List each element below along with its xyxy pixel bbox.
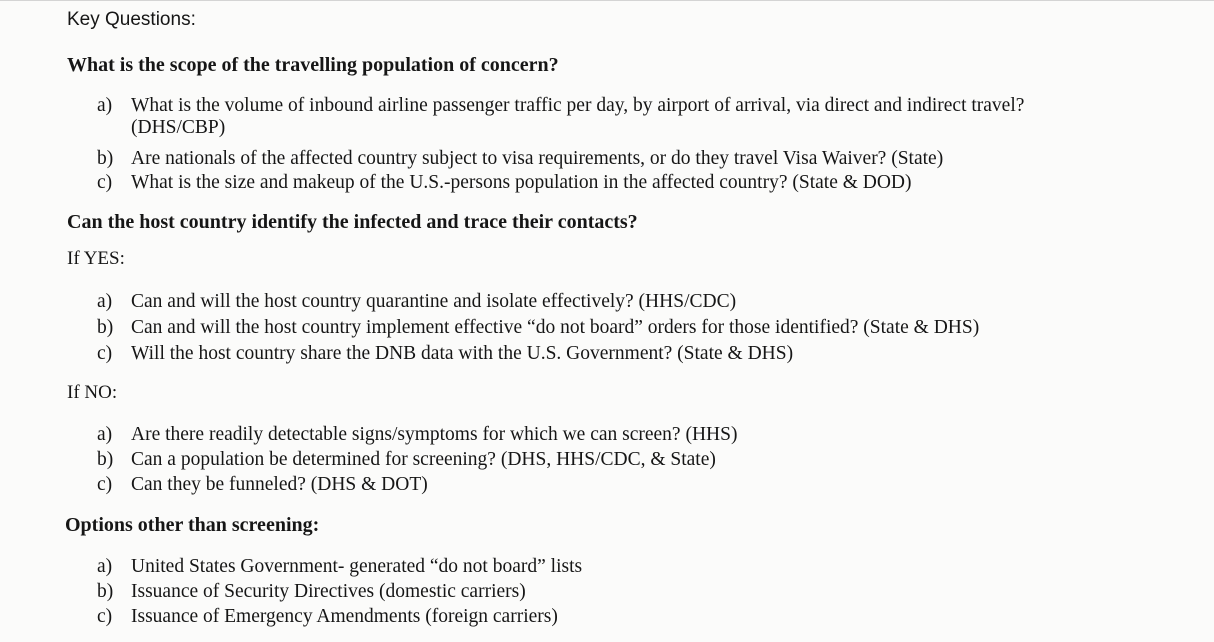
list-item-text: Can and will the host country quarantine and isolate effectively? (HHS/CDC) xyxy=(131,291,737,312)
list-item-text: What is the volume of inbound airline passenger traffic per day, by airport of arrival, via direct and indirect travel? xyxy=(131,95,1025,116)
list-item xyxy=(97,95,1197,139)
list-marker: c) xyxy=(97,172,113,193)
list-marker: a) xyxy=(97,291,113,312)
list-item-text: Will the host country share the DNB data with the U.S. Government? (State & DHS) xyxy=(131,343,794,364)
list-item-text: Can and will the host country implement effective “do not board” orders for those identified? (State & DHS) xyxy=(131,317,980,338)
list-item xyxy=(97,474,428,496)
key-questions-label: Key Questions: xyxy=(67,9,196,30)
section-heading-host-country: Can the host country identify the infected and trace their contacts? xyxy=(67,211,638,233)
list-item xyxy=(97,581,526,603)
section-heading-scope: What is the scope of the travelling population of concern? xyxy=(67,54,559,76)
list-item xyxy=(97,172,912,194)
list-item xyxy=(97,148,943,170)
list-marker: a) xyxy=(97,95,113,116)
list-item xyxy=(97,449,716,471)
list-marker: a) xyxy=(97,556,113,577)
list-item xyxy=(97,606,558,628)
list-marker: a) xyxy=(97,424,113,445)
list-item-text: Are there readily detectable signs/symptoms for which we can screen? (HHS) xyxy=(131,424,738,445)
if-yes-label: If YES: xyxy=(67,248,125,269)
list-item-text: Can a population be determined for screening? (DHS, HHS/CDC, & State) xyxy=(131,449,716,470)
list-marker: b) xyxy=(97,581,114,602)
list-item-text: United States Government- generated “do not board” lists xyxy=(131,556,583,577)
list-marker: c) xyxy=(97,606,113,627)
list-item xyxy=(97,556,582,578)
list-item-continuation: (DHS/CBP) xyxy=(131,117,226,138)
list-item-text: Are nationals of the affected country subject to visa requirements, or do they travel Visa Waiver? (State) xyxy=(131,148,944,169)
list-marker: b) xyxy=(97,449,114,470)
list-marker: c) xyxy=(97,343,113,364)
list-marker: c) xyxy=(97,474,113,495)
list-item xyxy=(97,424,737,446)
list-marker: b) xyxy=(97,317,114,338)
list-item xyxy=(97,291,736,313)
list-item-text: Issuance of Security Directives (domestic carriers) xyxy=(131,581,526,602)
list-item xyxy=(97,317,979,339)
section-heading-options: Options other than screening: xyxy=(65,514,320,536)
list-marker: b) xyxy=(97,148,114,169)
list-item-text: Issuance of Emergency Amendments (foreign carriers) xyxy=(131,606,558,627)
list-item-text: Can they be funneled? (DHS & DOT) xyxy=(131,474,428,495)
list-item xyxy=(97,343,793,365)
list-item-text: What is the size and makeup of the U.S.-persons population in the affected country? (State & DOD) xyxy=(131,172,912,193)
if-no-label: If NO: xyxy=(67,382,118,403)
